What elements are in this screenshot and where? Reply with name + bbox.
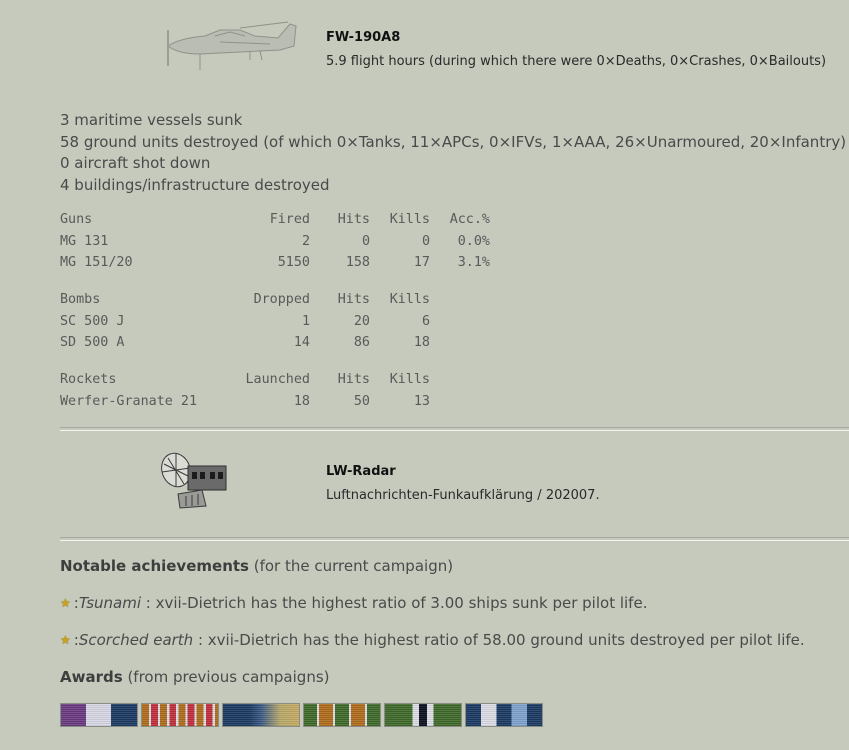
cell: 0	[421, 233, 430, 249]
achievements-subtitle: (for the current campaign)	[253, 557, 454, 575]
achievement-separator: :	[73, 631, 79, 649]
achievement-name: Scorched earth	[78, 631, 194, 649]
guns-table	[60, 209, 490, 274]
col-header: Fired	[269, 212, 310, 227]
cell: 5150	[277, 255, 310, 271]
cell: 0.0%	[457, 233, 490, 249]
table-row	[60, 332, 430, 354]
radar-description: Luftnachrichten-Funkaufklärung / 202007.	[326, 488, 600, 503]
summary-aircraft: 0 aircraft shot down	[60, 154, 211, 172]
cell: 6	[421, 313, 430, 329]
cell: 18	[413, 335, 430, 351]
col-header: Hits	[337, 372, 370, 387]
achievement-text: : xvii-Dietrich has the highest ratio of 58.00 ground units destroyed per pilot life.	[193, 631, 805, 649]
col-header: Kills	[389, 212, 430, 227]
col-header: Acc.%	[449, 212, 490, 227]
summary-ships: 3 maritime vessels sunk	[60, 111, 243, 129]
ribbon-green-orange[interactable]	[303, 703, 381, 727]
col-header: Rockets	[60, 372, 117, 387]
ribbon-green-black-white[interactable]	[384, 703, 462, 727]
aircraft-flight-summary: 5.9 flight hours (during which there were 0×Deaths, 0×Crashes, 0×Bailouts)	[326, 54, 827, 69]
achievements-title: Notable achievements	[60, 557, 249, 575]
table-row	[60, 231, 490, 253]
table-row	[60, 391, 430, 413]
section-divider	[60, 537, 849, 541]
star-icon: ★	[60, 633, 71, 647]
col-header: Hits	[337, 212, 370, 227]
star-icon: ★	[60, 596, 71, 610]
achievement-name: Tsunami	[78, 594, 142, 612]
cell: 0	[361, 233, 370, 249]
col-header: Guns	[60, 212, 93, 227]
summary-buildings: 4 buildings/infrastructure destroyed	[60, 175, 330, 194]
weapon-name: Werfer-Granate 21	[60, 393, 198, 409]
awards-heading	[60, 668, 330, 686]
kill-summary	[60, 110, 846, 196]
achievement-item	[60, 594, 647, 612]
aircraft-name: FW-190A8	[326, 30, 401, 45]
table-row	[60, 311, 430, 333]
radar-name: LW-Radar	[326, 464, 396, 479]
weapon-name: SC 500 J	[60, 313, 125, 329]
bombs-header-row	[60, 289, 430, 311]
cell: 2	[301, 233, 310, 249]
weapon-name: SD 500 A	[60, 335, 125, 351]
ribbon-orange-red-stripes[interactable]	[141, 703, 219, 727]
col-header: Bombs	[60, 292, 101, 307]
weapon-name: MG 131	[60, 233, 109, 249]
cell: 14	[293, 335, 310, 351]
rockets-table	[60, 369, 430, 412]
col-header: Kills	[389, 292, 430, 307]
awards-title: Awards	[60, 668, 123, 686]
col-header: Hits	[337, 292, 370, 307]
achievement-item	[60, 631, 805, 649]
achievement-text: : xvii-Dietrich has the highest ratio of 3.00 ships sunk per pilot life.	[141, 594, 648, 612]
ribbon-blue-white-lightblue[interactable]	[465, 703, 543, 727]
cell: 1	[301, 313, 310, 329]
table-row	[60, 252, 490, 274]
cell: 13	[413, 393, 430, 409]
bombs-table	[60, 289, 430, 354]
col-header: Dropped	[253, 292, 310, 307]
ribbon-blue-gold-gradient[interactable]	[222, 703, 300, 727]
aircraft-image	[160, 18, 300, 73]
guns-header-row	[60, 209, 490, 231]
summary-ground-units: 58 ground units destroyed (of which 0×Tanks, 11×APCs, 0×IFVs, 1×AAA, 26×Unarmoured, 20×Infantry)	[60, 132, 847, 151]
cell: 86	[353, 335, 370, 351]
radar-image	[158, 450, 230, 510]
cell: 20	[353, 313, 370, 329]
rockets-header-row	[60, 369, 430, 391]
cell: 158	[345, 255, 370, 271]
section-divider	[60, 427, 849, 431]
ribbon-purple-white-blue[interactable]	[60, 703, 138, 727]
cell: 3.1%	[457, 255, 490, 271]
col-header: Launched	[245, 372, 310, 387]
cell: 50	[353, 393, 370, 409]
achievement-separator: :	[73, 594, 79, 612]
achievements-heading	[60, 557, 453, 575]
weapon-name: MG 151/20	[60, 255, 133, 271]
cell: 17	[413, 255, 430, 271]
col-header: Kills	[389, 372, 430, 387]
cell: 18	[293, 393, 310, 409]
awards-subtitle: (from previous campaigns)	[127, 668, 330, 686]
awards-ribbons	[60, 703, 543, 727]
